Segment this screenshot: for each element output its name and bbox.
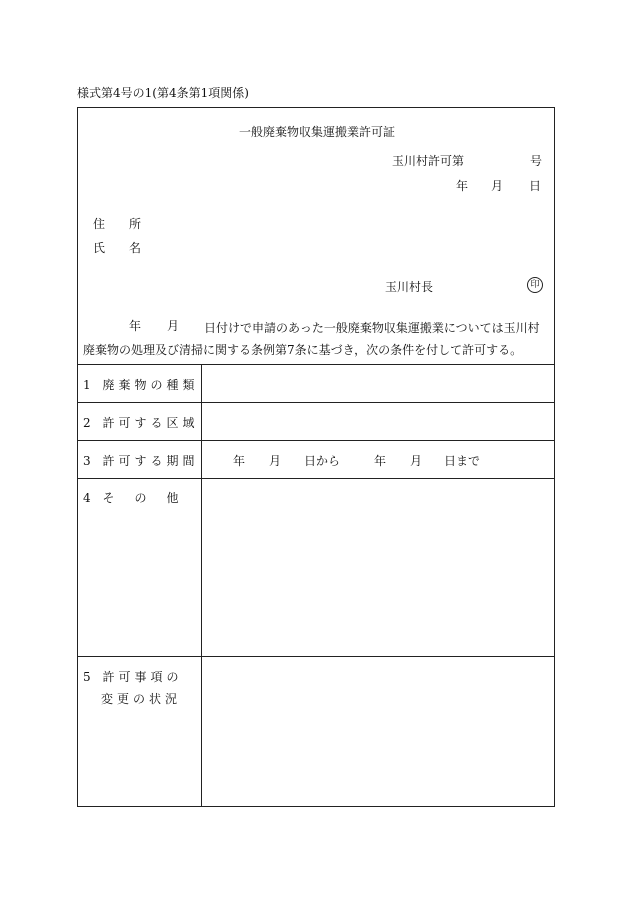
address-label: 住 所 [93, 217, 142, 231]
issue-date-year: 年 [456, 179, 469, 193]
row-divider-2 [78, 440, 554, 441]
period-to-month: 月 [410, 454, 423, 468]
permit-number-suffix: 号 [530, 154, 543, 168]
seal-icon: 印 [527, 277, 543, 293]
permit-statement: 日付けで申請のあった一般廃棄物収集運搬業については玉川村廃棄物の処理及び清掃に関する条例第7条に基づき，次の条件を付して許可する。 [83, 321, 540, 357]
period-from-day: 日から [304, 454, 341, 468]
table-top-divider [78, 364, 554, 365]
permit-certificate-frame [77, 107, 555, 807]
period-from-year: 年 [233, 454, 246, 468]
form-number-label: 様式第4号の1(第4条第1項関係) [77, 86, 249, 100]
row-divider-1 [78, 402, 554, 403]
issue-date-day: 日 [529, 179, 542, 193]
period-to-year: 年 [374, 454, 387, 468]
issue-date-month: 月 [491, 179, 504, 193]
name-label: 氏 名 [93, 241, 142, 255]
body-year: 年 [129, 319, 142, 333]
row-divider-3 [78, 478, 554, 479]
body-month: 月 [167, 319, 180, 333]
seal-mark [527, 276, 543, 293]
period-to-day: 日まで [444, 454, 481, 468]
row-divider-4 [78, 656, 554, 657]
row-label-permit-area: 2 許可する区域 [83, 416, 199, 430]
issuer-title: 玉川村長 [385, 280, 434, 294]
row-label-changes-line1: 5 許可事項の [83, 670, 183, 684]
row-label-permit-period: 3 許可する期間 [83, 454, 199, 468]
certificate-title: 一般廃棄物収集運搬業許可証 [238, 125, 395, 139]
permit-number-prefix: 玉川村許可第 [392, 154, 465, 168]
row-label-changes-line2: 変更の状況 [101, 692, 182, 706]
period-from-month: 月 [269, 454, 282, 468]
row-label-other: 4 そ の 他 [83, 491, 183, 505]
row-label-waste-type: 1 廃棄物の種類 [83, 378, 199, 392]
table-column-divider [201, 364, 202, 806]
